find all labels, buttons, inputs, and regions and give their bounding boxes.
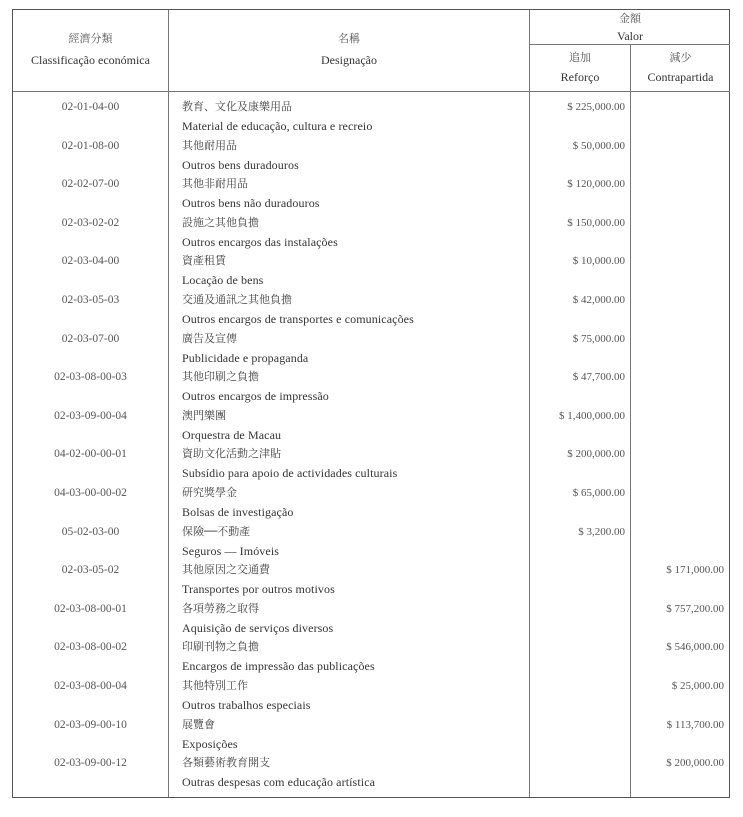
row-name-zh: 保險──不動產 [182,525,251,538]
row-name-pt: Exposições [182,737,238,751]
row-name-pt: Seguros — Imóveis [182,544,280,558]
row-name-pt: Encargos de impressão das publicações [182,659,375,673]
row-name-pt: Outros bens não duradouros [182,196,320,210]
row-name-pt: Outros trabalhos especiais [182,698,311,712]
row-code: 02-01-08-00 [61,140,120,152]
row-reforco: $ 50,000.00 [572,140,625,152]
row-code: 02-03-08-00-03 [54,371,127,383]
row-reforco: $ 200,000.00 [567,448,625,460]
header-reinforcement-pt: Reforço [560,70,600,84]
row-name-zh: 展覽會 [182,718,215,731]
header-divider [13,91,730,92]
row-code: 02-03-04-00 [61,255,120,267]
row-contrapartida: $ 25,000.00 [671,680,724,692]
row-contrapartida: $ 113,700.00 [666,719,724,731]
row-code: 02-03-02-02 [61,217,120,229]
row-name-zh: 各類藝術教育開支 [182,756,270,769]
row-name-zh: 各項勞務之取得 [182,602,259,615]
row-name-pt: Publicidade e propaganda [182,351,309,365]
row-code: 02-02-07-00 [61,178,120,190]
row-name-pt: Locação de bens [182,273,264,287]
row-code: 02-03-05-03 [61,294,120,306]
row-code: 04-02-00-00-01 [54,448,127,460]
row-name-pt: Orquestra de Macau [182,428,282,442]
row-name-pt: Outros bens duradouros [182,158,299,172]
row-name-pt: Bolsas de investigação [182,505,294,519]
row-name-pt: Aquisição de serviços diversos [182,621,334,635]
row-reforco: $ 3,200.00 [578,526,625,538]
budget-table [12,9,730,798]
row-name-zh: 其他原因之交通費 [182,563,270,576]
header-value-zh: 金額 [619,12,641,25]
row-name-zh: 設施之其他負擔 [182,216,259,229]
row-name-pt: Outros encargos das instalações [182,235,338,249]
row-name-zh: 資產租賃 [182,254,226,267]
row-code: 02-01-04-00 [61,101,120,113]
row-code: 04-03-00-00-02 [54,487,127,499]
row-code: 02-03-08-00-04 [54,680,127,692]
row-code: 02-03-08-00-01 [54,603,127,615]
row-name-zh: 印刷刊物之負擔 [182,640,259,653]
header-value-pt: Valor [617,29,643,43]
row-contrapartida: $ 171,000.00 [666,564,724,576]
row-name-pt: Outros encargos de impressão [182,389,329,403]
column-divider [529,10,530,797]
row-name-zh: 其他印刷之負擔 [182,370,259,383]
row-name-zh: 交通及通訊之其他負擔 [182,293,292,306]
row-reforco: $ 225,000.00 [567,101,625,113]
header-economic-class-pt: Classificação económica [31,53,150,67]
row-reforco: $ 65,000.00 [572,487,625,499]
header-reinforcement-zh: 追加 [569,51,591,64]
row-contrapartida: $ 200,000.00 [666,757,724,769]
row-name-zh: 教育、文化及康樂用品 [182,100,292,113]
row-reforco: $ 42,000.00 [572,294,625,306]
row-reforco: $ 10,000.00 [572,255,625,267]
row-name-zh: 資助文化活動之津貼 [182,447,281,460]
row-name-pt: Outros encargos de transportes e comunicações [182,312,414,326]
row-name-zh: 澳門樂團 [182,409,226,422]
row-contrapartida: $ 757,200.00 [666,603,724,615]
header-economic-class-zh: 經濟分類 [68,32,113,45]
row-reforco: $ 150,000.00 [567,217,625,229]
row-code: 02-03-09-00-10 [54,719,127,731]
row-code: 02-03-09-00-04 [54,410,127,422]
row-code: 05-02-03-00 [61,526,120,538]
row-name-zh: 其他耐用品 [182,139,237,152]
row-reforco: $ 47,700.00 [572,371,625,383]
row-contrapartida: $ 546,000.00 [666,641,724,653]
header-counterpart-pt: Contrapartida [647,70,714,84]
header-designation-zh: 名稱 [338,32,360,45]
row-code: 02-03-05-02 [61,564,120,576]
row-reforco: $ 75,000.00 [572,333,625,345]
row-name-pt: Subsídio para apoio de actividades culturais [182,466,398,480]
row-name-pt: Material de educação, cultura e recreio [182,119,373,133]
header-designation-pt: Designação [321,53,377,67]
row-code: 02-03-07-00 [61,333,120,345]
row-name-pt: Outras despesas com educação artística [182,775,376,789]
row-name-zh: 廣告及宣傳 [182,332,237,345]
row-code: 02-03-08-00-02 [54,641,127,653]
row-name-zh: 其他非耐用品 [182,177,248,190]
row-reforco: $ 1,400,000.00 [559,410,625,422]
row-reforco: $ 120,000.00 [567,178,625,190]
column-divider [168,10,169,797]
row-code: 02-03-09-00-12 [54,757,127,769]
row-name-pt: Transportes por outros motivos [182,582,335,596]
value-header-divider [529,44,730,45]
row-name-zh: 其他特別工作 [182,679,248,692]
row-name-zh: 研究獎學金 [182,486,237,499]
header-counterpart-zh: 減少 [669,51,692,64]
